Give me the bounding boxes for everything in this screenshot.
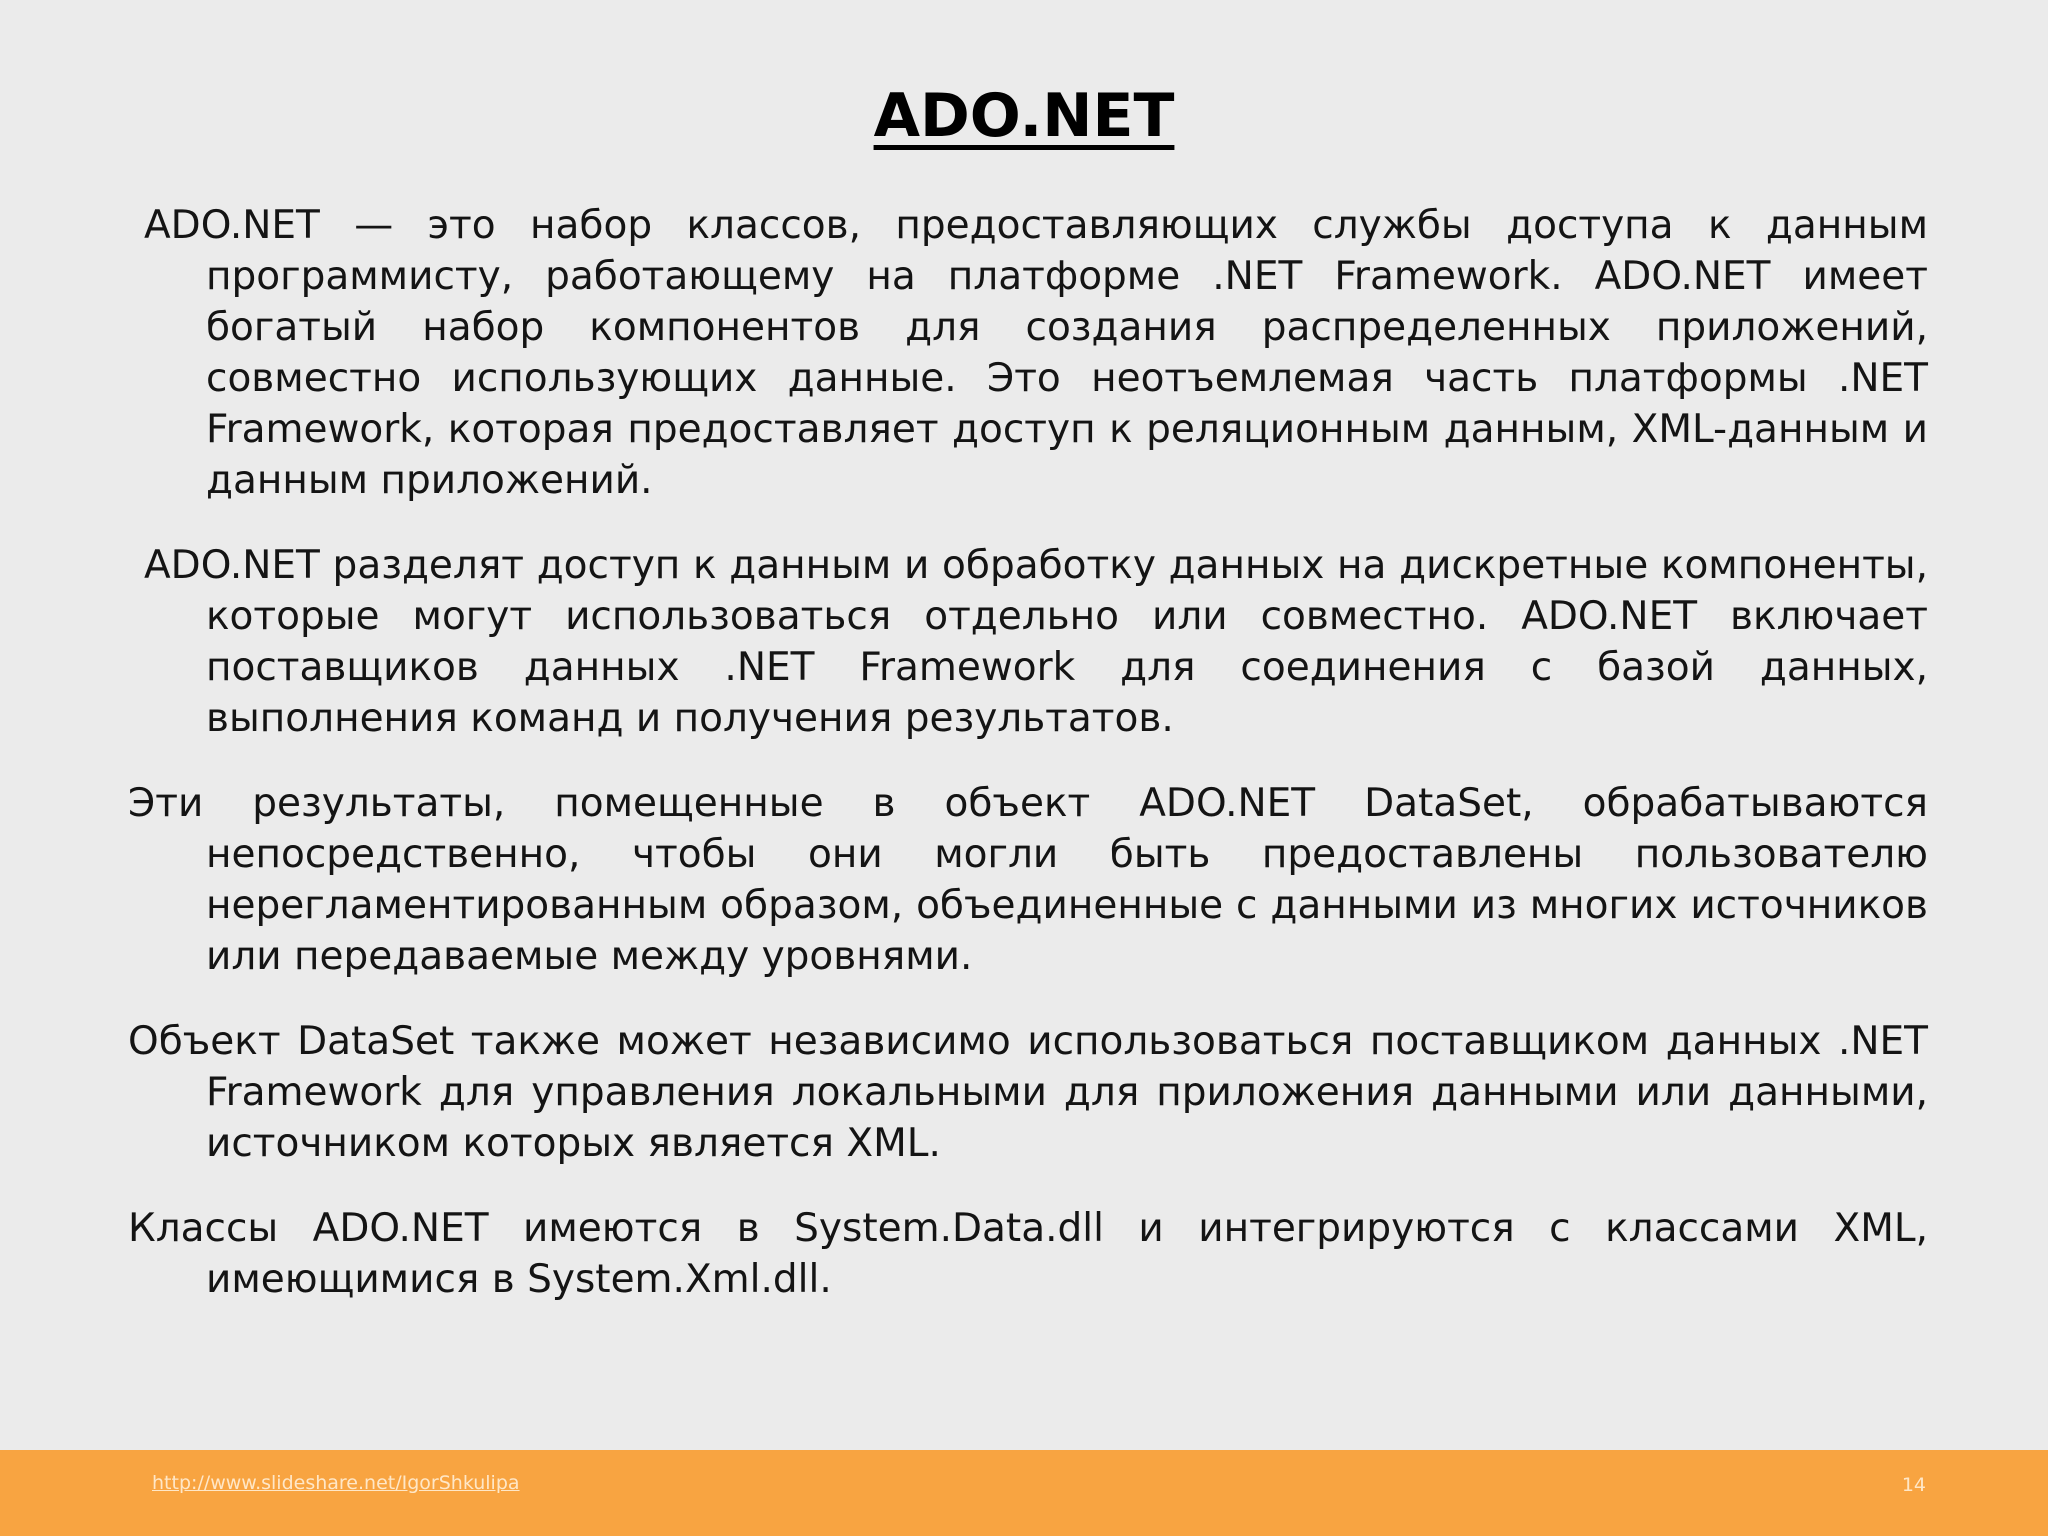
slide-body (128, 200, 1928, 1339)
paragraph-1: ADO.NET — это набор классов, предоставляющих службы доступа к данным программисту, работающему на платформе .NET Framework. ADO.NET имеет богатый набор компонентов для создания распределенных приложений, совместно использующих данные. Это неотъемлемая часть платформы .NET Framework, которая предоставляет доступ к реляционным данным, XML-данным и данным приложений. (144, 203, 1928, 503)
paragraph-2: ADO.NET разделят доступ к данным и обработку данных на дискретные компоненты, которые могут использоваться отдельно или совместно. ADO.NET включает поставщиков данных .NET Framework для соединения с базой данных, выполнения команд и получения результатов. (144, 543, 1928, 741)
footer-bar (0, 1450, 2048, 1536)
paragraph-5: Классы ADO.NET имеются в System.Data.dll и интегрируются с классами XML, имеющимися в System.Xml.dll. (128, 1206, 1928, 1302)
page-number: 14 (1901, 1474, 1926, 1496)
paragraph-4: Объект DataSet также может независимо использоваться поставщиком данных .NET Framework для управления локальными для приложения данными или данными, источником которых является XML. (128, 1019, 1928, 1166)
slide-title: ADO.NET (873, 81, 1175, 151)
footer-link[interactable]: http://www.slideshare.net/IgorShkulipa (152, 1472, 520, 1494)
paragraph-3: Эти результаты, помещенные в объект ADO.NET DataSet, обрабатываются непосредственно, чтобы они могли быть предоставлены пользователю нерегламентированным образом, объединенные с данными из многих источников или передаваемые между уровнями. (128, 781, 1928, 979)
